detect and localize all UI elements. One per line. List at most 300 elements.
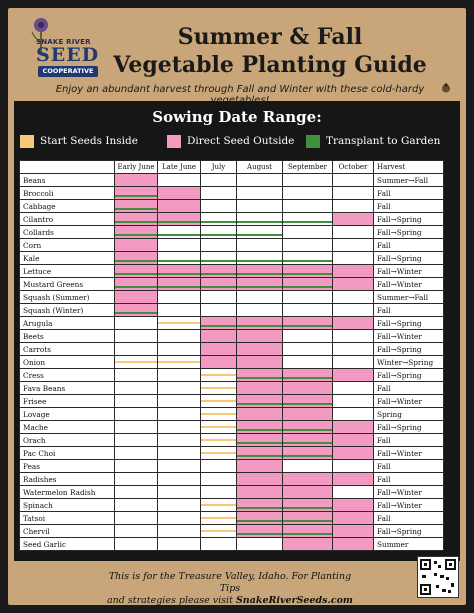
sowing-cell bbox=[237, 369, 283, 382]
sowing-cell bbox=[333, 486, 374, 499]
table-row bbox=[20, 473, 444, 486]
sowing-cell bbox=[283, 447, 333, 460]
vegetable-name: Onion bbox=[20, 356, 115, 369]
sowing-cell bbox=[158, 330, 201, 343]
vegetable-name: Watermelon Radish bbox=[20, 486, 115, 499]
table-row bbox=[20, 239, 444, 252]
sowing-cell bbox=[283, 239, 333, 252]
sowing-cell bbox=[237, 330, 283, 343]
transplant-band bbox=[283, 520, 332, 522]
sowing-cell bbox=[201, 382, 237, 395]
logo-line2: SEED bbox=[36, 44, 100, 66]
panel-title: Sowing Date Range: bbox=[152, 108, 322, 126]
sowing-cell bbox=[333, 330, 374, 343]
sowing-cell bbox=[237, 343, 283, 356]
transplant-band bbox=[283, 286, 332, 288]
vegetable-name: Frisee bbox=[20, 395, 115, 408]
sowing-cell bbox=[333, 434, 374, 447]
transplant-band bbox=[115, 234, 157, 236]
sowing-cell bbox=[115, 226, 158, 239]
sowing-cell bbox=[333, 395, 374, 408]
sowing-cell bbox=[333, 239, 374, 252]
vegetable-name: Lettuce bbox=[20, 265, 115, 278]
transplant-band bbox=[283, 221, 332, 223]
sowing-cell bbox=[115, 252, 158, 265]
sowing-cell bbox=[158, 460, 201, 473]
transplant-band bbox=[201, 260, 236, 262]
planting-table bbox=[19, 160, 444, 551]
sowing-cell bbox=[158, 252, 201, 265]
transplant-band bbox=[158, 286, 200, 288]
start-inside-band bbox=[158, 361, 200, 363]
sowing-cell bbox=[158, 369, 201, 382]
sowing-cell bbox=[158, 213, 201, 226]
sowing-cell bbox=[115, 421, 158, 434]
harvest-cell: Fall→Spring bbox=[374, 343, 444, 356]
sowing-cell bbox=[158, 395, 201, 408]
table-row bbox=[20, 174, 444, 187]
sowing-cell bbox=[201, 187, 237, 200]
sowing-cell bbox=[115, 473, 158, 486]
sowing-cell bbox=[115, 304, 158, 317]
footer-line1: This is for the Treasure Valley, Idaho. For Planting Tips bbox=[108, 571, 352, 594]
table-row bbox=[20, 486, 444, 499]
sowing-cell bbox=[158, 200, 201, 213]
sowing-cell bbox=[283, 395, 333, 408]
harvest-cell: Spring bbox=[374, 408, 444, 421]
ladybug-icon bbox=[441, 83, 451, 93]
harvest-cell: Summer→Fall bbox=[374, 291, 444, 304]
harvest-cell: Fall→Spring bbox=[374, 226, 444, 239]
table-row bbox=[20, 304, 444, 317]
table-row bbox=[20, 499, 444, 512]
harvest-cell: Fall→Winter bbox=[374, 278, 444, 291]
sowing-cell bbox=[115, 408, 158, 421]
harvest-cell: Fall bbox=[374, 187, 444, 200]
sowing-cell bbox=[201, 252, 237, 265]
sowing-cell bbox=[283, 213, 333, 226]
sowing-cell bbox=[201, 369, 237, 382]
sowing-cell bbox=[333, 369, 374, 382]
sowing-cell bbox=[283, 304, 333, 317]
logo-line3: COOPERATIVE bbox=[38, 66, 98, 77]
transplant-band bbox=[115, 195, 157, 197]
table-row bbox=[20, 278, 444, 291]
table-row bbox=[20, 252, 444, 265]
sowing-cell bbox=[237, 512, 283, 525]
column-header: September bbox=[283, 161, 333, 174]
vegetable-name: Carrots bbox=[20, 343, 115, 356]
column-header: August bbox=[237, 161, 283, 174]
sowing-cell bbox=[237, 499, 283, 512]
sowing-cell bbox=[283, 408, 333, 421]
harvest-cell: Fall→Winter bbox=[374, 395, 444, 408]
sowing-cell bbox=[283, 460, 333, 473]
start-inside-band bbox=[158, 322, 200, 324]
qr-code[interactable] bbox=[417, 556, 459, 598]
vegetable-name: Corn bbox=[20, 239, 115, 252]
transplant-band bbox=[237, 221, 282, 223]
transplant-band bbox=[115, 312, 157, 314]
harvest-cell: Summer→Fall bbox=[374, 174, 444, 187]
harvest-cell: Fall bbox=[374, 460, 444, 473]
sowing-cell bbox=[333, 265, 374, 278]
sowing-cell bbox=[158, 486, 201, 499]
sowing-cell bbox=[115, 213, 158, 226]
transplant-band bbox=[283, 260, 332, 262]
transplant-band bbox=[237, 403, 282, 405]
column-header: October bbox=[333, 161, 374, 174]
harvest-cell: Fall→Spring bbox=[374, 252, 444, 265]
qr-code-icon bbox=[418, 557, 458, 597]
sowing-cell bbox=[283, 343, 333, 356]
transplant-band bbox=[201, 221, 236, 223]
sowing-cell bbox=[158, 239, 201, 252]
sowing-cell bbox=[333, 408, 374, 421]
sowing-cell bbox=[158, 265, 201, 278]
sowing-cell bbox=[115, 291, 158, 304]
vegetable-name: Squash (Winter) bbox=[20, 304, 115, 317]
transplant-band bbox=[283, 273, 332, 275]
sowing-cell bbox=[115, 486, 158, 499]
sowing-cell bbox=[283, 265, 333, 278]
sowing-cell bbox=[115, 200, 158, 213]
sowing-cell bbox=[333, 304, 374, 317]
sowing-cell bbox=[333, 421, 374, 434]
transplant-band bbox=[237, 520, 282, 522]
sowing-cell bbox=[201, 265, 237, 278]
legend-label-transplant: Transplant to Garden bbox=[326, 135, 441, 147]
page-title-line1: Summer & Fall bbox=[177, 24, 363, 50]
transplant-band bbox=[115, 221, 157, 223]
footer-line2 bbox=[100, 595, 360, 607]
start-inside-band bbox=[201, 530, 236, 532]
harvest-cell: Fall→Spring bbox=[374, 317, 444, 330]
sowing-cell bbox=[237, 460, 283, 473]
sowing-cell bbox=[201, 291, 237, 304]
sowing-cell bbox=[201, 304, 237, 317]
sowing-cell bbox=[333, 317, 374, 330]
transplant-band bbox=[115, 208, 157, 210]
sowing-cell bbox=[158, 291, 201, 304]
sowing-cell bbox=[115, 239, 158, 252]
sowing-cell bbox=[333, 460, 374, 473]
sowing-cell bbox=[237, 252, 283, 265]
vegetable-name: Beets bbox=[20, 330, 115, 343]
vegetable-name: Squash (Summer) bbox=[20, 291, 115, 304]
transplant-band bbox=[201, 286, 236, 288]
table-row bbox=[20, 421, 444, 434]
transplant-band bbox=[201, 273, 236, 275]
sowing-cell bbox=[237, 356, 283, 369]
sowing-cell bbox=[201, 278, 237, 291]
transplant-band bbox=[237, 325, 282, 327]
sowing-cell bbox=[115, 525, 158, 538]
sowing-cell bbox=[115, 447, 158, 460]
sowing-cell bbox=[158, 382, 201, 395]
legend-swatch-transplant bbox=[306, 135, 320, 148]
page-title-line2: Vegetable Planting Guide bbox=[113, 52, 427, 78]
sowing-cell bbox=[201, 434, 237, 447]
sowing-cell bbox=[201, 317, 237, 330]
start-inside-band bbox=[201, 374, 236, 376]
transplant-band bbox=[283, 377, 332, 379]
table-row bbox=[20, 317, 444, 330]
sowing-cell bbox=[115, 499, 158, 512]
sowing-cell bbox=[237, 447, 283, 460]
vegetable-name: Lovage bbox=[20, 408, 115, 421]
vegetable-name: Mustard Greens bbox=[20, 278, 115, 291]
sowing-cell bbox=[158, 421, 201, 434]
start-inside-band bbox=[115, 361, 157, 363]
harvest-cell: Summer bbox=[374, 538, 444, 551]
table-row bbox=[20, 330, 444, 343]
sowing-cell bbox=[333, 252, 374, 265]
sowing-cell bbox=[201, 486, 237, 499]
vegetable-name: Orach bbox=[20, 434, 115, 447]
sowing-cell bbox=[115, 330, 158, 343]
vegetable-name: Tatsoi bbox=[20, 512, 115, 525]
transplant-band bbox=[237, 442, 282, 444]
sowing-cell bbox=[333, 473, 374, 486]
column-header: July bbox=[201, 161, 237, 174]
transplant-band bbox=[283, 533, 332, 535]
transplant-band bbox=[237, 234, 282, 236]
transplant-band bbox=[237, 273, 282, 275]
sowing-cell bbox=[115, 278, 158, 291]
transplant-band bbox=[201, 325, 236, 327]
sowing-cell bbox=[201, 330, 237, 343]
sowing-cell bbox=[115, 174, 158, 187]
harvest-cell: Fall→Winter bbox=[374, 330, 444, 343]
table-row bbox=[20, 538, 444, 551]
legend-label-direct-seed: Direct Seed Outside bbox=[187, 135, 295, 147]
transplant-band bbox=[237, 377, 282, 379]
sowing-cell bbox=[333, 538, 374, 551]
vegetable-name: Cilantro bbox=[20, 213, 115, 226]
sowing-cell bbox=[158, 447, 201, 460]
transplant-band bbox=[283, 325, 332, 327]
sowing-cell bbox=[283, 330, 333, 343]
sowing-cell bbox=[201, 343, 237, 356]
sowing-cell bbox=[201, 525, 237, 538]
sowing-cell bbox=[237, 421, 283, 434]
transplant-band bbox=[158, 234, 200, 236]
vegetable-name: Fava Beans bbox=[20, 382, 115, 395]
transplant-band bbox=[237, 455, 282, 457]
website-link[interactable]: SnakeRiverSeeds.com bbox=[235, 595, 353, 606]
sowing-cell bbox=[201, 447, 237, 460]
column-header: Harvest bbox=[374, 161, 444, 174]
table-row bbox=[20, 447, 444, 460]
vegetable-name: Spinach bbox=[20, 499, 115, 512]
transplant-band bbox=[158, 260, 200, 262]
sowing-cell bbox=[201, 421, 237, 434]
sowing-cell bbox=[237, 395, 283, 408]
sowing-cell bbox=[237, 278, 283, 291]
sowing-cell bbox=[115, 395, 158, 408]
sowing-cell bbox=[115, 382, 158, 395]
start-inside-band bbox=[201, 413, 236, 415]
table-row bbox=[20, 356, 444, 369]
sowing-cell bbox=[201, 213, 237, 226]
sowing-cell bbox=[237, 265, 283, 278]
transplant-band bbox=[283, 507, 332, 509]
sowing-cell bbox=[283, 499, 333, 512]
sowing-cell bbox=[283, 226, 333, 239]
table-row bbox=[20, 408, 444, 421]
sowing-cell bbox=[158, 174, 201, 187]
sowing-cell bbox=[283, 291, 333, 304]
start-inside-band bbox=[201, 400, 236, 402]
sowing-cell bbox=[201, 356, 237, 369]
harvest-cell: Fall→Winter bbox=[374, 265, 444, 278]
transplant-band bbox=[237, 260, 282, 262]
sowing-cell bbox=[283, 382, 333, 395]
harvest-cell: Fall bbox=[374, 512, 444, 525]
sowing-cell bbox=[237, 525, 283, 538]
vegetable-name: Beans bbox=[20, 174, 115, 187]
harvest-cell: Winter→Spring bbox=[374, 356, 444, 369]
transplant-band bbox=[283, 429, 332, 431]
transplant-band bbox=[115, 260, 157, 262]
sowing-cell bbox=[333, 447, 374, 460]
sowing-cell bbox=[237, 382, 283, 395]
sowing-cell bbox=[158, 343, 201, 356]
sowing-cell bbox=[283, 525, 333, 538]
sowing-cell bbox=[237, 226, 283, 239]
transplant-band bbox=[115, 286, 157, 288]
legend-label-start-inside: Start Seeds Inside bbox=[40, 135, 138, 147]
sowing-cell bbox=[283, 278, 333, 291]
table-row bbox=[20, 525, 444, 538]
vegetable-name: Collards bbox=[20, 226, 115, 239]
vegetable-name: Mache bbox=[20, 421, 115, 434]
sowing-cell bbox=[237, 239, 283, 252]
sowing-cell bbox=[201, 460, 237, 473]
table-row bbox=[20, 512, 444, 525]
sowing-cell bbox=[115, 343, 158, 356]
sowing-cell bbox=[237, 486, 283, 499]
column-header: Late June bbox=[158, 161, 201, 174]
sowing-cell bbox=[115, 538, 158, 551]
harvest-cell: Fall bbox=[374, 434, 444, 447]
sowing-cell bbox=[201, 512, 237, 525]
table-row bbox=[20, 369, 444, 382]
sowing-cell bbox=[333, 174, 374, 187]
harvest-cell: Fall bbox=[374, 304, 444, 317]
snake-river-seed-logo bbox=[14, 16, 100, 80]
transplant-band bbox=[201, 234, 236, 236]
legend-swatch-start-inside bbox=[20, 135, 34, 148]
table-row bbox=[20, 460, 444, 473]
harvest-cell: Fall→Winter bbox=[374, 447, 444, 460]
transplant-band bbox=[237, 507, 282, 509]
sowing-cell bbox=[283, 187, 333, 200]
sowing-cell bbox=[237, 434, 283, 447]
start-inside-band bbox=[201, 452, 236, 454]
sowing-cell bbox=[283, 252, 333, 265]
table-row bbox=[20, 434, 444, 447]
sowing-cell bbox=[283, 486, 333, 499]
column-header: Early June bbox=[115, 161, 158, 174]
sowing-cell bbox=[115, 434, 158, 447]
harvest-cell: Fall bbox=[374, 239, 444, 252]
sowing-cell bbox=[158, 408, 201, 421]
harvest-cell: Fall bbox=[374, 200, 444, 213]
sowing-cell bbox=[158, 317, 201, 330]
start-inside-band bbox=[201, 439, 236, 441]
sowing-cell bbox=[158, 434, 201, 447]
start-inside-band bbox=[201, 387, 236, 389]
logo-line1: SNAKE RIVER bbox=[36, 38, 91, 46]
sowing-cell bbox=[115, 265, 158, 278]
start-inside-band bbox=[201, 426, 236, 428]
sowing-cell bbox=[201, 473, 237, 486]
sowing-cell bbox=[201, 226, 237, 239]
table-row bbox=[20, 395, 444, 408]
sowing-cell bbox=[333, 499, 374, 512]
sowing-cell bbox=[237, 408, 283, 421]
sowing-cell bbox=[158, 304, 201, 317]
vegetable-name: Broccoli bbox=[20, 187, 115, 200]
sowing-cell bbox=[283, 473, 333, 486]
sowing-cell bbox=[333, 512, 374, 525]
harvest-cell: Fall→Spring bbox=[374, 525, 444, 538]
sowing-cell bbox=[333, 278, 374, 291]
sowing-cell bbox=[333, 525, 374, 538]
table-row bbox=[20, 187, 444, 200]
harvest-cell: Fall→Spring bbox=[374, 369, 444, 382]
harvest-cell: Fall→Winter bbox=[374, 486, 444, 499]
page-subtitle: Enjoy an abundant harvest through Fall and Winter with these cold-hardy bbox=[55, 84, 425, 95]
sowing-cell bbox=[283, 356, 333, 369]
sowing-cell bbox=[237, 538, 283, 551]
sowing-cell bbox=[283, 369, 333, 382]
sowing-cell bbox=[283, 317, 333, 330]
sowing-cell bbox=[237, 291, 283, 304]
sowing-cell bbox=[237, 187, 283, 200]
footer-line2-prefix: and strategies please visit bbox=[107, 595, 236, 606]
sowing-cell bbox=[333, 356, 374, 369]
table-row bbox=[20, 213, 444, 226]
vegetable-name: Cabbage bbox=[20, 200, 115, 213]
sowing-cell bbox=[115, 460, 158, 473]
sowing-cell bbox=[283, 538, 333, 551]
sowing-cell bbox=[237, 304, 283, 317]
sowing-cell bbox=[283, 434, 333, 447]
sowing-cell bbox=[283, 512, 333, 525]
sowing-cell bbox=[115, 512, 158, 525]
sowing-cell bbox=[201, 395, 237, 408]
vegetable-name: Cress bbox=[20, 369, 115, 382]
sowing-cell bbox=[333, 226, 374, 239]
sowing-cell bbox=[237, 473, 283, 486]
sowing-cell bbox=[158, 226, 201, 239]
sowing-cell bbox=[158, 512, 201, 525]
harvest-cell: Fall bbox=[374, 473, 444, 486]
table-header-row bbox=[20, 161, 444, 174]
sowing-cell bbox=[158, 538, 201, 551]
table-row bbox=[20, 200, 444, 213]
transplant-band bbox=[115, 273, 157, 275]
sowing-cell bbox=[333, 382, 374, 395]
table-row bbox=[20, 382, 444, 395]
sowing-cell bbox=[237, 200, 283, 213]
sowing-cell bbox=[201, 200, 237, 213]
vegetable-name: Arugula bbox=[20, 317, 115, 330]
harvest-cell: Fall→Spring bbox=[374, 213, 444, 226]
